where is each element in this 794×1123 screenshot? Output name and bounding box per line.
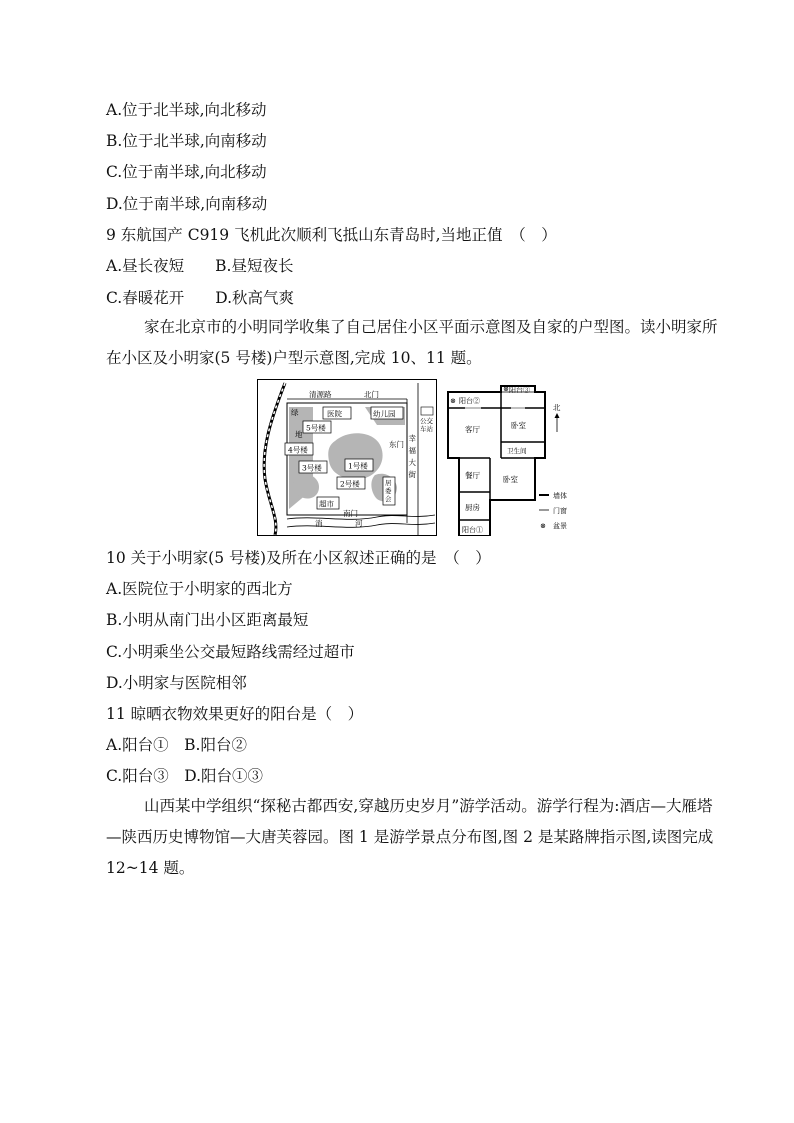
kitchen-label: 厨房 (465, 503, 480, 512)
bedroom-1-label: 卧室 (511, 421, 526, 430)
supermarket-label: 超市 (319, 499, 334, 509)
building-4-label: 4号楼 (288, 445, 308, 455)
green-area-center (328, 433, 382, 479)
south-gate-label: 南门 (343, 509, 358, 518)
committee-label-3: 会 (385, 495, 392, 503)
q10-option-a: A.医院位于小明家的西北方 (106, 580, 293, 598)
balcony-3-label: 阳台③ (509, 386, 530, 394)
balcony-1-label: 阳台① (462, 526, 483, 534)
north-label: 北 (553, 403, 561, 412)
river-label-1: 消 (315, 519, 323, 528)
pot-plant-icon: ⊗ (503, 385, 509, 393)
committee-label-1: 居 (385, 479, 392, 487)
committee-label-2: 委 (385, 487, 392, 495)
green-label-1: 绿 (291, 408, 299, 417)
q8-option-c: C.位于南半球,向北移动 (106, 163, 267, 181)
building-5-label: 5号楼 (306, 423, 326, 433)
bus-stop-label-1: 公交 (420, 417, 433, 425)
passage-2: 山西某中学组织“探秘古都西安,穿越历史岁月”游学活动。游学行程为:酒店—大雁塔—陕西历史博物馆—大唐芙蓉园。图 1 是游学景点分布图,图 2 是某路牌指示图,读图完成 12~14 题。 (106, 797, 714, 877)
building-2-label: 2号楼 (340, 479, 360, 489)
q10-option-c: C.小明乘坐公交最短路线需经过超市 (106, 643, 355, 661)
building-1-label: 1号楼 (348, 461, 368, 471)
legend-pot-symbol: ⊗ (540, 522, 546, 530)
q9-options-row1: A.昼长夜短 B.昼短夜长 (106, 257, 294, 275)
q8-option-b: B.位于北半球,向南移动 (106, 132, 267, 150)
passage-1: 家在北京市的小明同学收集了自己居住小区平面示意图及自家的户型图。读小明家所在小区及小明家(5 号楼)户型示意图,完成 10、11 题。 (106, 318, 718, 367)
bus-stop-icon (421, 407, 433, 415)
hospital-label: 医院 (327, 409, 342, 419)
river-label-2: 河 (355, 519, 363, 528)
building-3-label: 3号楼 (302, 463, 322, 473)
legend-pot-label: 盆景 (553, 522, 567, 530)
street-label-4: 街 (408, 470, 416, 479)
bedroom-2-label: 卧室 (503, 475, 518, 484)
legend-wall-label: 墙体 (553, 492, 567, 500)
balcony-2-label: 阳台② (459, 397, 480, 405)
east-gate-label: 东门 (389, 440, 404, 449)
bus-stop-label-2: 车站 (420, 425, 433, 433)
north-gate-label: 北门 (364, 390, 379, 399)
street-label-3: 大 (408, 458, 416, 467)
pot-plant-icon: ⊗ (450, 397, 456, 405)
q10-stem: 10 关于小明家(5 号楼)及所在小区叙述正确的是 （ ） (106, 549, 491, 567)
dining-label: 餐厅 (465, 471, 480, 480)
legend-door-label: 门窗 (553, 507, 567, 515)
floor-plan (445, 382, 595, 536)
road-name-north: 清源路 (309, 390, 332, 399)
q8-option-d: D.位于南半球,向南移动 (106, 195, 268, 213)
q8-option-a: A.位于北半球,向北移动 (106, 101, 267, 119)
q11-stem: 11 晾晒衣物效果更好的阳台是（ ） (106, 705, 364, 723)
green-label-2: 地 (295, 430, 303, 439)
kindergarten-label: 幼儿园 (373, 409, 396, 419)
living-room-label: 客厅 (465, 425, 480, 434)
q9-stem: 9 东航国产 C919 飞机此次顺利飞抵山东青岛时,当地正值 （ ） (106, 226, 557, 244)
street-label-1: 幸 (408, 434, 416, 443)
q10-option-d: D.小明家与医院相邻 (106, 674, 247, 692)
q10-option-b: B.小明从南门出小区距离最短 (106, 611, 309, 629)
q11-options-row1: A.阳台① B.阳台② (106, 736, 247, 754)
community-map (257, 379, 437, 536)
q9-options-row2: C.春暖花开 D.秋高气爽 (106, 289, 295, 307)
q11-options-row2: C.阳台③ D.阳台①③ (106, 767, 264, 785)
street-label-2: 福 (408, 446, 416, 455)
bathroom-label: 卫生间 (507, 447, 527, 455)
